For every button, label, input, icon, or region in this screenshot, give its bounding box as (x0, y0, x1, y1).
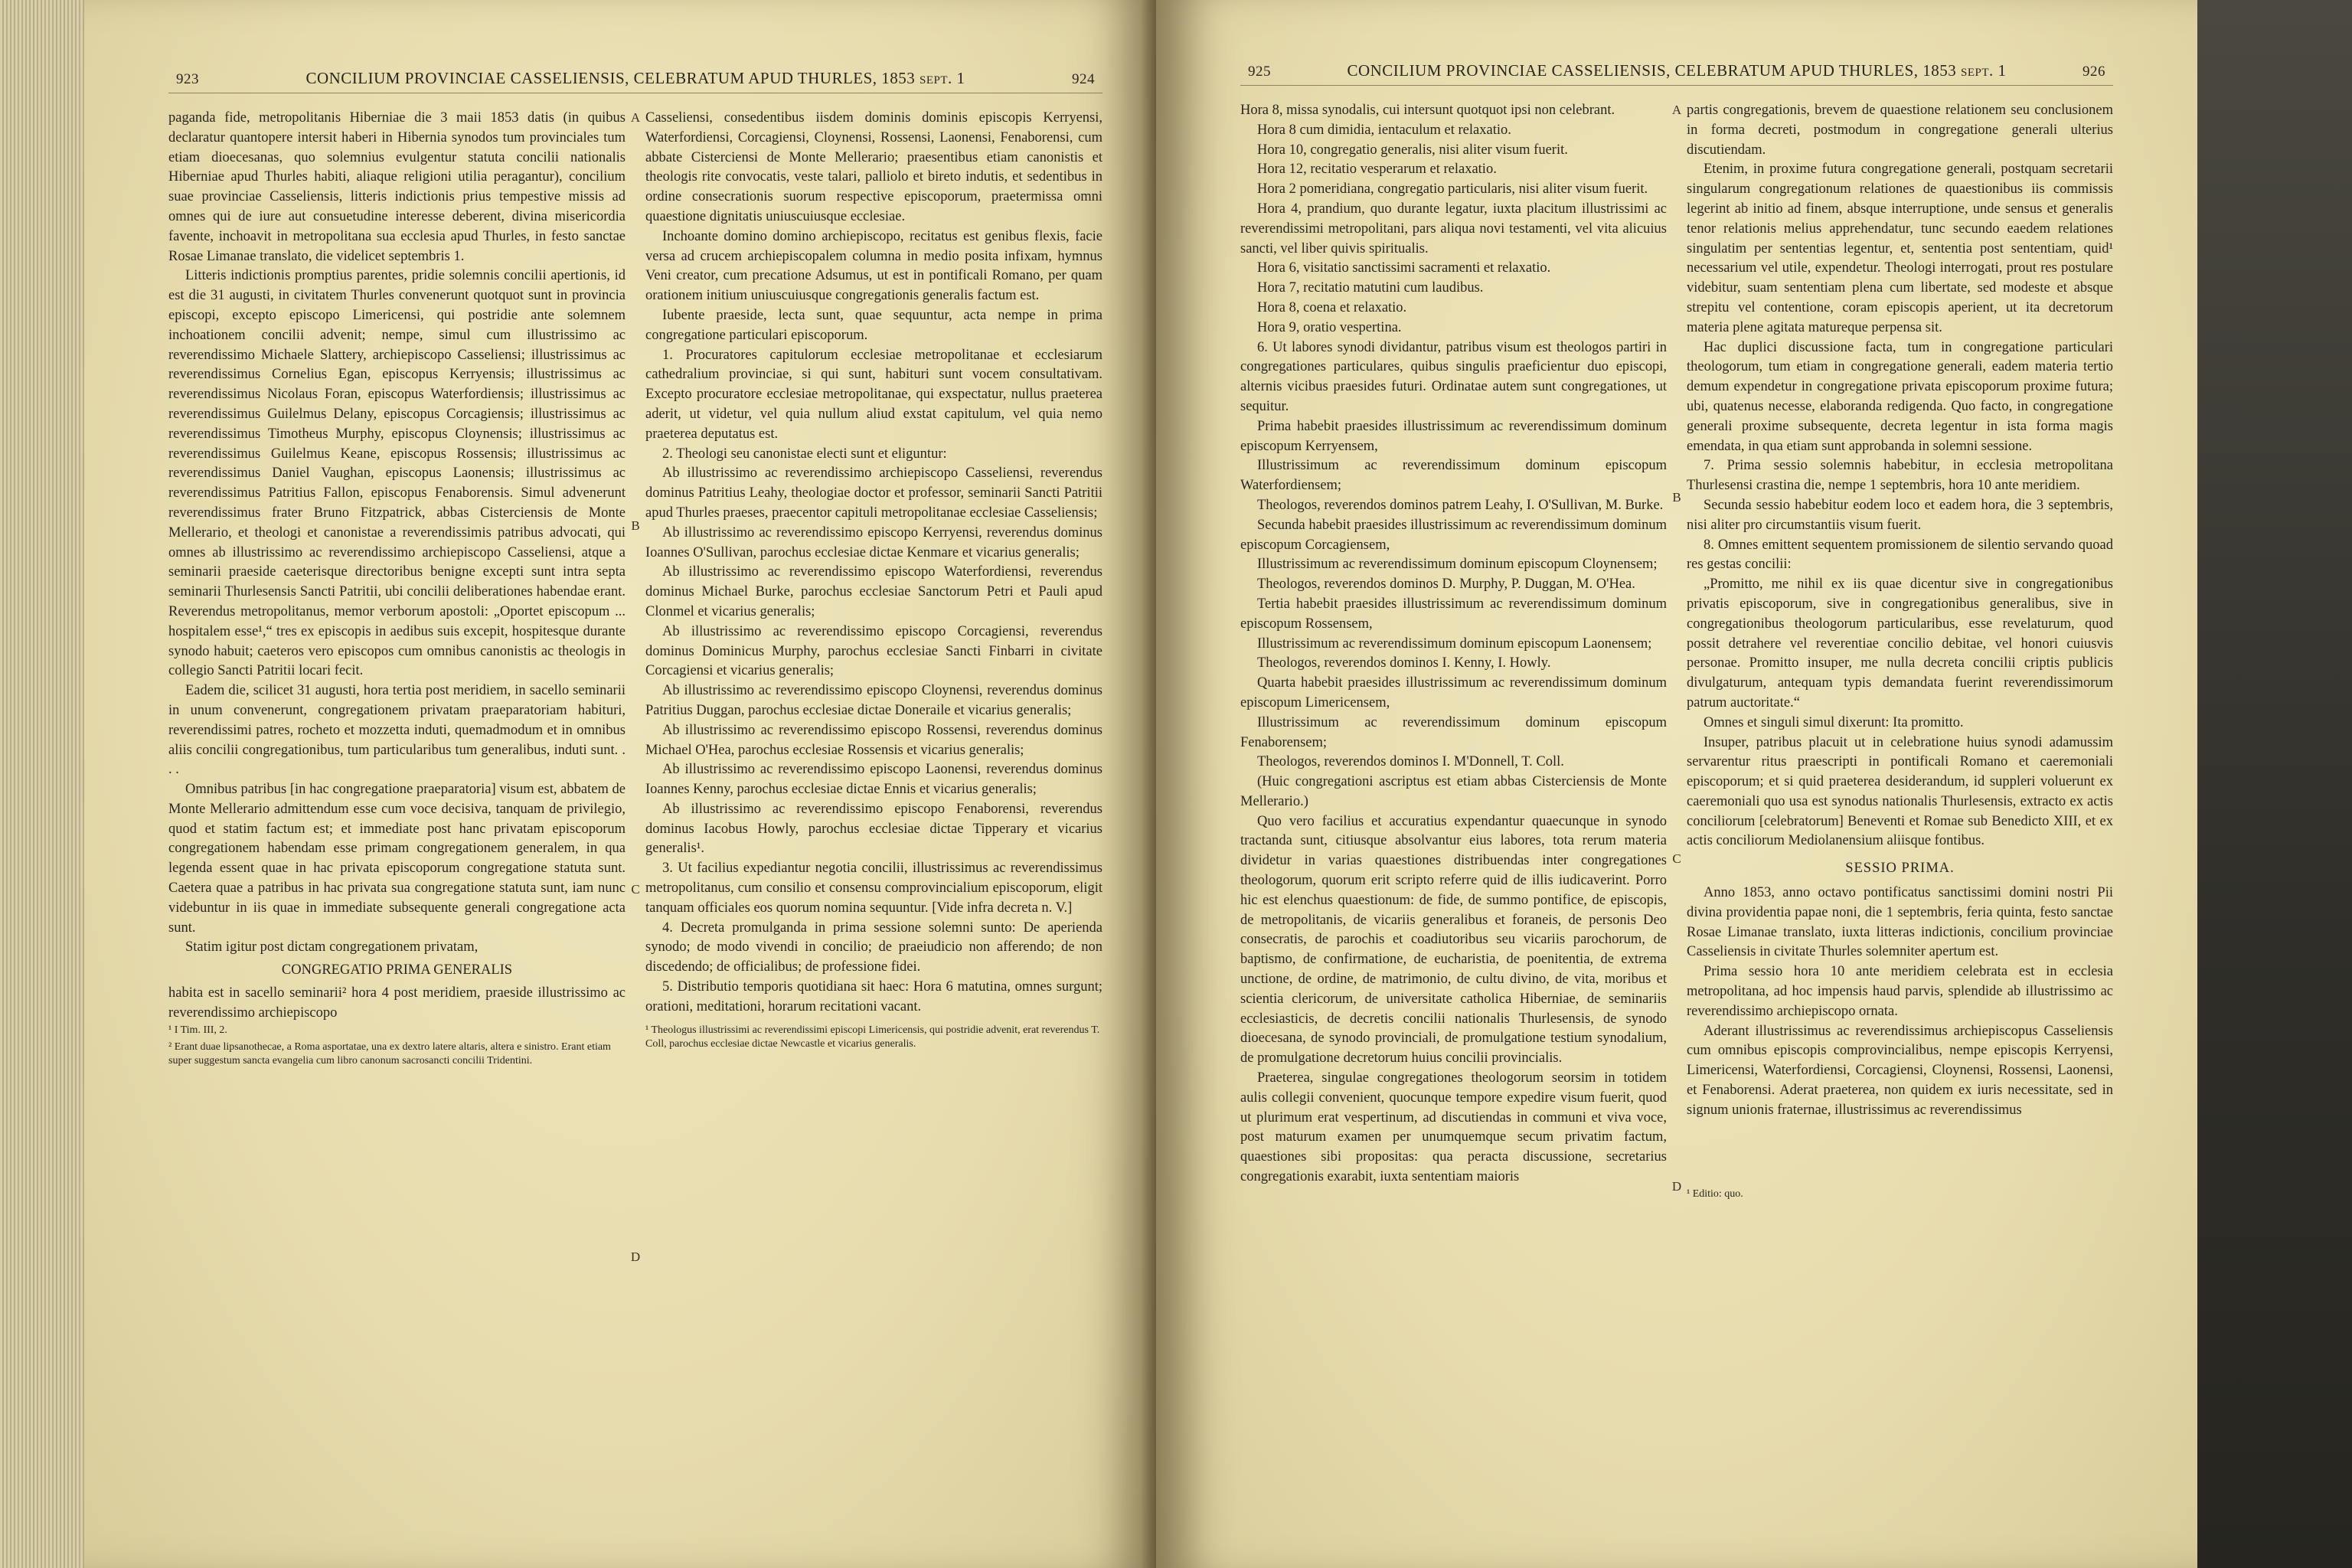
paragraph: Secunda habebit praesides illustrissimum ac reverendissimum dominum episcopum Corcagiensem, (1240, 517, 1667, 553)
left-running-head (168, 69, 1102, 93)
paragraph: Praeterea, singulae congregationes theologorum seorsim in totidem aulis collegii convenient, quocunque tempore expedire visum fuerit, quod ut plurimum erat vespertinum, ad discutiendas in communi et viva voce, post maturum examen per unumquemque secum privatim factum, quaestiones sibi propositas: qua peracta discussione, secretarius congregationis exarabit, iuxta sententiam maioris (1240, 1070, 1667, 1185)
paragraph: 3. Ut facilius expediantur negotia concilii, illustrissimus ac reverendissimus metropolitanus, cum consilio et consensu comprovincialium episcoporum, eligit tanquam officiales eos quorum nomina sequuntur. [Vide infra decreta n. V.] (645, 861, 1102, 916)
paragraph: Hora 12, recitatio vesperarum et relaxatio. (1257, 162, 1497, 178)
paragraph: Hora 2 pomeridiana, congregatio particularis, nisi aliter visum fuerit. (1257, 181, 1648, 198)
footnote: ¹ Editio: quo. (1687, 1187, 1743, 1200)
paragraph: Aderant illustrissimus ac reverendissimus archiepiscopus Casseliensis cum omnibus episcopis comprovincialibus, nempe episcopis Kerryensi, Limericensi, Waterfordiensi, Corcagiensi, Cloynensi, Rossensi, Laonensi, et Fenaborensi. Aderat praeterea, non quidem ex iuris necessitate, sed in signum unionis fraternae, illustrissimus ac reverendissimus (1687, 1023, 2113, 1118)
margin-letter: C (1672, 851, 1681, 866)
paragraph: Theologos, reverendos dominos patrem Leahy, I. O'Sullivan, M. Burke. (1257, 497, 1664, 513)
paragraph: Hora 8 cum dimidia, ientaculum et relaxatio. (1257, 122, 1511, 138)
paragraph: 7. Prima sessio solemnis habebitur, in ecclesia metropolitana Thurlesensi crastina die, nempe 1 septembris, hora 10 ante meridiem. (1687, 458, 2113, 494)
footnote-block (645, 1024, 1102, 1071)
paragraph: Casseliensi, consedentibus iisdem dominis dominis episcopis Kerryensi, Waterfordiensi, Corcagiensi, Cloynensi, Rossensi, Laonensi, Fenaborensi, cum abbate Cisterciensi de Monte Mellerario; praesentibus etiam canonistis et theologis rite convocatis, veste talari, palliolo et bireto indutis, et sedentibus in ordine consecrationis suorum respective episcoporum, praetermissa omni quaestione dignitatis uniuscuiusque ecclesiae. (645, 110, 1102, 224)
page-number: 926 (2082, 64, 2105, 80)
paragraph: 2. Theologi seu canonistae electi sunt et eliguntur: (662, 446, 947, 462)
paragraph: partis congregationis, brevem de quaestione relationem seu conclusionem in forma decreti, postmodum in congregatione generali ulterius discutiendam. (1687, 103, 2113, 158)
paragraph: Quarta habebit praesides illustrissimum ac reverendissimum dominum episcopum Limericensem, (1240, 675, 1667, 710)
footnote: ¹ I Tim. III, 2. (168, 1024, 227, 1036)
paragraph: Ab illustrissimo ac reverendissimo episcopo Corcagiensi, reverendus dominus Dominicus Murphy, parochus ecclesiae Sancti Finbarri in civitate Corcagiensi et vicarius generalis; (645, 623, 1102, 679)
footnote-block (1687, 1187, 2113, 1204)
section-heading: SESSIO PRIMA. (1845, 861, 1955, 877)
paragraph: Hora 8, coena et relaxatio. (1257, 299, 1407, 315)
paragraph: Hora 8, missa synodalis, cui intersunt quotquot ipsi non celebrant. (1240, 103, 1615, 118)
section-heading: CONGREGATIO PRIMA GENERALIS (281, 962, 513, 978)
margin-letter: D (1671, 1179, 1682, 1194)
paragraph: paganda fide, metropolitanis Hiberniae die 3 maii 1853 datis (in quibus declaratur quantopere intersit haberi in Hibernia synodos tum provinciales tum etiam dioecesanas, quo solemnius evulgentur statuta concilii nationalis Hiberniae apud Thurles habiti, aliaque religioni utilia peragantur), concilium suae provinciae Casseliensis, litteris indictionis prius tempestive missis ad omnes qui de iure aut consuetudine interesse deberent, divina misericordia favente, inchoavit in metropolitana sua ecclesia apud Thurles, in festo sanctae Rosae Limanae translato, die videlicet septembris 1. (168, 110, 626, 264)
footnote: ¹ Theologus illustrissimi ac reverendissimi episcopi Limericensis, qui postridie advenit, erat reverendus T. Coll, parochus ecclesiae dictae Newcastle et vicarius generalis. (645, 1024, 1100, 1050)
paragraph: Illustrissimum ac reverendissimum dominum episcopum Laonensem; (1257, 635, 1652, 652)
paragraph: Ab illustrissimo ac reverendissimo archiepiscopo Casseliensi, reverendus dominus Patritius Leahy, theologiae doctor et professor, seminarii Sancti Patritii apud Thurles praeses, praecentor capituli metropolitanae ecclesiae Casseliensis; (645, 466, 1102, 521)
margin-letter: D (630, 1250, 641, 1264)
running-title: CONCILIUM PROVINCIAE CASSELIENSIS, CELEBRATUM APUD THURLES, 1853 sept. 1 (305, 69, 965, 87)
paragraph: Hora 10, congregatio generalis, nisi aliter visum fuerit. (1257, 142, 1568, 158)
paragraph: Ab illustrissimo ac reverendissimo episcopo Cloynensi, reverendus dominus Patritius Duggan, parochus ecclesiae dictae Doneraile et vicarius generalis; (645, 683, 1102, 718)
paragraph: Insuper, patribus placuit ut in celebratione huius synodi adamussim servarentur ritus praescripti in pontificali Romano et caeremoniali episcoporum; et si quid praeterea desiderandum, id suppleri voluerunt ex caeremoniali quo usa est synodus nationalis Thurlesensis, extracto ex actis conciliorum [celebratorum] Beneventi et Romae sub Benedicto XIII, et ex actis conciliorum Mediolanensium aliisque fontibus. (1687, 734, 2113, 849)
paragraph: Quo vero facilius et accuratius expendantur quaecunque in synodo tractanda sunt, citiusque absolvantur eius labores, tota rerum materia dividetur in varias quaestiones distribuendas inter congregationes theologorum, quorum erit scripto referre quid de illis iudicaverint. Porro hic est elenchus quaestionum: de fide, de summo pontifice, de episcopis, de metropolitanis, de vicariis generalibus et foraneis, de personis Deo consecratis, de parochis et coadiutoribus seu vicariis parochorum, de baptismo, de confirmatione, de eucharistia, de poenitentia, de extrema unctione, de ordine, de matrimonio, de cultu divino, de vita, moribus et scientia clericorum, de universitate catholica Hiberniae, de seminariis ecclesiasticis, de decretis concilii nationalis Thurlesensis, de synodo dioecesana, de synodo provinciali, de promulgatione testium synodalium, de promulgatione decretorum huius concilii provincialis. (1240, 813, 1667, 1067)
running-title: CONCILIUM PROVINCIAE CASSELIENSIS, CELEBRATUM APUD THURLES, 1853 sept. 1 (1347, 61, 2007, 80)
paragraph: Theologos, reverendos dominos I. Kenny, I. Howly. (1257, 655, 1551, 671)
paragraph: Secunda sessio habebitur eodem loco et eadem hora, die 3 septembris, nisi aliter pro circumstantiis visum fuerit. (1687, 497, 2113, 533)
paragraph: Prima habebit praesides illustrissimum ac reverendissimum dominum episcopum Kerryensem, (1240, 418, 1667, 454)
paragraph: „Promitto, me nihil ex iis quae dicentur sive in congregationibus privatis episcoporum, sive in congregationibus generalibus, sive in congregationibus theologorum particularibus, esse revelaturum, quod possit detrahere vel reverentiae concilio debitae, vel honori cuiusvis personae. Promitto insuper, me nulla decreta concilii criptis publicis divulgaturum, antequam typis demandata fuerint reverendissimorum patrum auctoritate.“ (1687, 577, 2113, 710)
paragraph: Theologos, reverendos dominos D. Murphy, P. Duggan, M. O'Hea. (1257, 577, 1635, 593)
paragraph: 1. Procuratores capitulorum ecclesiae metropolitanae et ecclesiarum cathedralium provinciae, si qui sunt, habituri sunt vocem consultativam. Excepto procuratore ecclesiae metropolitanae, qui exspectatur, nullus praeterea aderit, ut videtur, vel quia nullum aliud exstat capitulum, vel quia nemo praeterea deputatus est. (645, 347, 1102, 442)
paragraph: Ab illustrissimo ac reverendissimo episcopo Fenaborensi, reverendus dominus Iacobus Howly, parochus ecclesiae dictae Tipperary et vicarius generalis¹. (645, 801, 1102, 857)
paragraph: Illustrissimum ac reverendissimum dominum episcopum Waterfordiensem; (1240, 458, 1667, 494)
column-right (645, 109, 1102, 1024)
left-page (84, 0, 1156, 1568)
page-number: 923 (176, 71, 199, 87)
paragraph: Theologos, reverendos dominos I. M'Donnell, T. Coll. (1257, 754, 1564, 770)
paragraph: Hora 7, recitatio matutini cum laudibus. (1257, 280, 1484, 296)
paragraph: Ab illustrissimo ac reverendissimo episcopo Kerryensi, reverendus dominus Ioannes O'Sullivan, parochus ecclesiae dictae Kenmare et vicarius generalis; (645, 524, 1102, 560)
right-running-head (1240, 61, 2113, 86)
paragraph: Omnibus patribus [in hac congregatione praeparatoria] visum est, abbatem de Monte Mellerario admittendum esse cum voce decisiva, tanquam de privilegio, quod et statim factum est; et immediate post hanc privatam episcoporum congregationem habendam esse primam congregationem generalem, in qua legenda essent quae in hac privata episcoporum congregatione statuta sunt. Caetera quae a patribus in hac privata sua congregatione statuta sunt, iam nunc videbuntur in iis quae in immediate subsequente generali congregatione acta sunt. (168, 782, 626, 936)
paragraph: Illustrissimum ac reverendissimum dominum episcopum Cloynensem; (1257, 557, 1658, 573)
paragraph: (Huic congregationi ascriptus est etiam abbas Cisterciensis de Monte Mellerario.) (1240, 774, 1667, 809)
page-number: 924 (1072, 71, 1095, 87)
footnote-block (168, 1024, 626, 1071)
paragraph: 4. Decreta promulganda in prima sessione solemni sunto: De aperienda synodo; de modo vivendi in concilio; de praeiudicio non afferendo; de non discedendo; de officialibus; de professione fidei. (645, 920, 1102, 975)
paragraph: Etenim, in proxime futura congregatione generali, postquam secretarii singularum congregationum relationes de quaestionibus iis commissis legerint ab initio ad finem, absque interruptione, unde sensus et generalis tenor relationis melius apprehendatur, tunc secundo eaedem relationes singulatim per sententias legentur, et, sententia post sententiam, quid¹ necessarium vel utile, expendetur. Theologi interrogati, prout res postulare videbitur, suam sententiam plena cum libertate, sed modeste et absque strepitu vel contentione, coram episcopis aperient, ut ita decretorum materia plene agitata matureque perpensa sit. (1687, 162, 2113, 335)
paragraph: 8. Omnes emittent sequentem promissionem de silentio servando quoad res gestas concilii: (1687, 537, 2113, 573)
paragraph: Anno 1853, anno octavo pontificatus sanctissimi domini nostri Pii divina providentia papae noni, die 1 septembris, feria quinta, festo sanctae Rosae Limanae translato, iuxta litteras indictionis, concilium provinciae Casseliensis in civitate Thurles solemniter apertum est. (1687, 885, 2113, 960)
footnote: ² Erant duae lipsanothecae, a Roma asportatae, una ex dextro latere altaris, altera e sinistro. Erant etiam super suggestum sancta evangelia cum libro canonum sacrosancti concilii Tridentini. (168, 1040, 611, 1067)
margin-letter: A (1671, 103, 1682, 117)
margin-letter: C (631, 882, 640, 897)
footnote-block (1240, 1187, 1667, 1204)
paragraph: Statim igitur post dictam congregationem privatam, (185, 939, 479, 956)
column-right (1687, 101, 2113, 1187)
paragraph: Illustrissimum ac reverendissimum dominum episcopum Fenaborensem; (1240, 714, 1667, 750)
paragraph: habita est in sacello seminarii² hora 4 post meridiem, praeside illustrissimo ac reverendissimo archiepiscopo (168, 985, 626, 1021)
margin-letter: B (1672, 490, 1681, 505)
paragraph: Ab illustrissimo ac reverendissimo episcopo Waterfordiensi, reverendus dominus Michael Burke, parochus ecclesiae Sanctorum Petri et Pauli apud Clonmel et vicarius generalis; (645, 564, 1102, 619)
paragraph: Hora 6, visitatio sanctissimi sacramenti et relaxatio. (1257, 260, 1551, 276)
paragraph: Hora 4, prandium, quo durante legatur, iuxta placitum illustrissimi ac reverendissimi metropolitani, pars aliqua novi testamenti, vel vita alicuius sancti, vel liber quivis spiritualis. (1240, 201, 1667, 256)
margin-letter: B (631, 518, 640, 533)
paragraph: Iubente praeside, lecta sunt, quae sequuntur, acta nempe in prima congregatione particulari episcoporum. (645, 307, 1102, 343)
paragraph: Hora 9, oratio vespertina. (1257, 319, 1402, 335)
page-number: 925 (1248, 64, 1271, 80)
paragraph: Prima sessio hora 10 ante meridiem celebrata est in ecclesia metropolitana, ad hoc impensis haud parvis, splendide ab illustrissimo ac reverendissimo archiepiscopo ornata. (1687, 964, 2113, 1019)
paragraph: Ab illustrissimo ac reverendissimo episcopo Rossensi, reverendus dominus Michael O'Hea, parochus ecclesiae Rossensis et vicarius generalis; (645, 722, 1102, 758)
paragraph: Litteris indictionis promptius parentes, pridie solemnis concilii apertionis, id est die 31 augusti, in civitatem Thurles convenerunt quotquot sunt in provincia episcopi, excepto episcopo Limericensi, qui postridie ante solemnem inchoationem concilii advenit; nempe, simul cum illustrissimo ac reverendissimo Michaele Slattery, archiepiscopo Casseliensi; illustrissimus ac reverendissimus Cornelius Egan, episcopus Kerryensis; illustrissimus ac reverendissimus Nicolaus Foran, episcopus Waterfordiensis; illustrissimus ac reverendissimus Guilelmus Delany, episcopus Corcagiensis; illustrissimus ac reverendissimus Timotheus Murphy, episcopus Cloynensis; illustrissimus ac reverendissimus Guilelmus Keane, episcopus Rossensis; illustrissimus ac reverendissimus Daniel Vaughan, episcopus Laonensis; illustrissimus ac reverendissimus Patritius Fallon, episcopus Fenaborensis. Simul advenerunt reverendissimus frater Bruno Fitzpatrick, abbas Cisterciensis de Monte Mellerario, et theologi et canonistae a reverendissimis patribus advocati, qui omnes ab illustrissimo ac reverendissimo archiepiscopo Casseliensi, atque a seminarii praeside caeterisque directoribus benigne excepti sunt intra septa seminarii Thurlesensis Sancti Patritii, ubi concilii deliberationes habendae erant. Reverendus metropolitanus, memor verborum apostoli: „Oportet episcopum ... hospitalem esse¹,“ tres ex episcopis in aedibus suis excepit, hospitesque durante synodo habuit; caeteros vero episcopos cum omnibus canonistis ac theologis in collegio Sancti Patritii locari fecit. (168, 268, 626, 679)
paragraph: Inchoante domino domino archiepiscopo, recitatus est genibus flexis, facie versa ad crucem archiepiscopalem columna in medio posita infixam, hymnus Veni creator, cum precatione Adsumus, ut est in pontificali Romano, per quam orationem initium uniuscuiusque congregationis generalis factum est. (645, 228, 1102, 304)
paragraph: 5. Distributio temporis quotidiana sit haec: Hora 6 matutina, omnes surgunt; orationi, meditationi, horarum recitationi vacant. (645, 979, 1102, 1014)
column-left (1240, 101, 1667, 1187)
paragraph: Hac duplici discussione facta, tum in congregatione particulari theologorum, tum etiam in congregatione generali, eadem materia tertio demum expendetur in congregatione privata episcoporum proxime futura; ubi, quatenus necesse, elaboranda redigenda. Quo facto, in congregatione generali proxime subsequente, decreta legentur in ista forma magis emendata, in qua etiam sunt approbanda in solemni sessione. (1687, 339, 2113, 454)
paragraph: Omnes et singuli simul dixerunt: Ita promitto. (1704, 714, 1964, 730)
paragraph: Ab illustrissimo ac reverendissimo episcopo Laonensi, reverendus dominus Ioannes Kenny, parochus ecclesiae dictae Ennis et vicarius generalis; (645, 762, 1102, 798)
right-page (1156, 0, 2197, 1568)
paragraph: Tertia habebit praesides illustrissimum ac reverendissimum dominum episcopum Rossensem, (1240, 596, 1667, 632)
open-book (46, 0, 2159, 1568)
margin-letter: A (630, 110, 641, 125)
paragraph: 6. Ut labores synodi dividantur, patribus visum est theologos partiri in congregationes particulares, quibus singulis praeficientur duo episcopi, alternis vicibus praesides futuri. Ordinatae autem sunt congregationes, ut sequitur. (1240, 339, 1667, 414)
column-left (168, 109, 626, 1024)
footnotes (168, 1024, 1102, 1071)
paragraph: Eadem die, scilicet 31 augusti, hora tertia post meridiem, in sacello seminarii in unum convenerunt, congregationem privatam praeparatoriam habituri, reverendissimi patres, rocheto et mozzetta induti, quemadmodum et in omnibus aliis concilii congregationibus, tum particularibus tum generalibus, induti sunt. . . . (168, 683, 626, 778)
